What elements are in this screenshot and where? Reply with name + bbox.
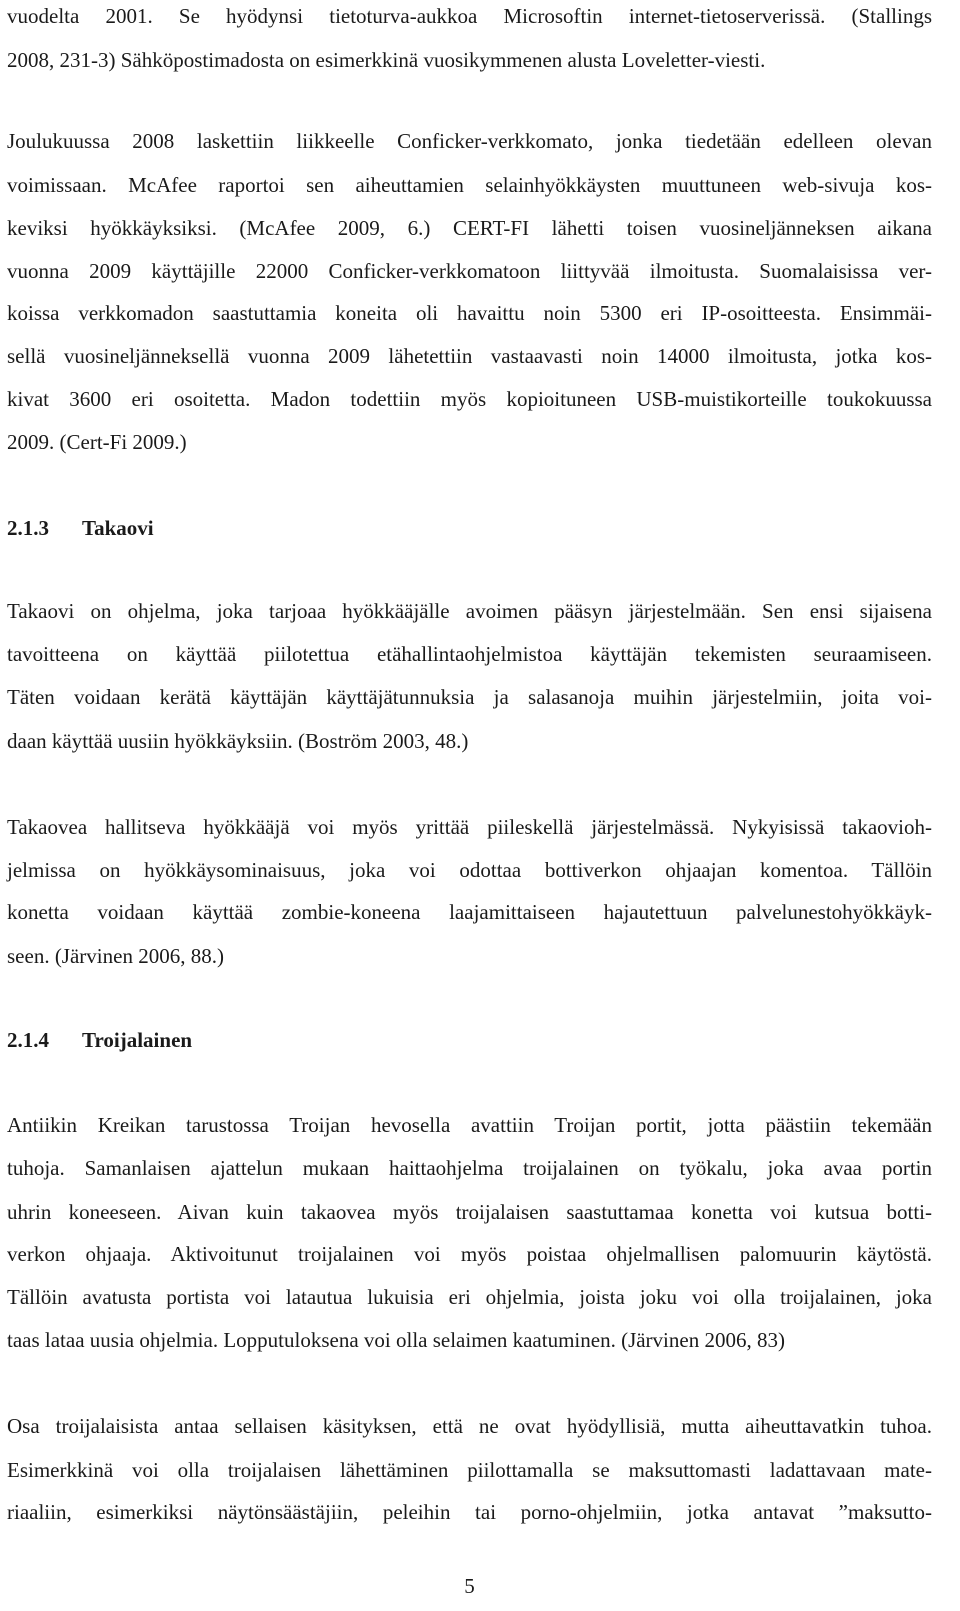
paragraph-line: tavoitteena on käyttää piilotettua etähallintaohjelmistoa käyttäjän tekemisten seuraamiseen.	[7, 642, 932, 666]
paragraph-line: Osa troijalaisista antaa sellaisen käsityksen, että ne ovat hyödyllisiä, mutta aiheuttavatkin tuhoa.	[7, 1414, 932, 1438]
section-heading	[7, 1027, 192, 1053]
paragraph-line: tuhoja. Samanlaisen ajattelun mukaan haittaohjelma troijalainen on työkalu, joka avaa portin	[7, 1156, 932, 1180]
paragraph-line: sellä vuosineljänneksellä vuonna 2009 lähetettiin vastaavasti noin 14000 ilmoitusta, jotka kos-	[7, 344, 932, 368]
paragraph-line: Tällöin avatusta portista voi latautua lukuisia eri ohjelmia, joista joku voi olla troijalainen, joka	[7, 1285, 932, 1309]
paragraph-line: riaaliin, esimerkiksi näytönsäästäjiin, peleihin tai porno-ohjelmiin, jotka antavat ”maksutto-	[7, 1500, 932, 1524]
paragraph-line: Täten voidaan kerätä käyttäjän käyttäjätunnuksia ja salasanoja muihin järjestelmiin, joita voi-	[7, 685, 932, 709]
paragraph-line: jelmissa on hyökkäysominaisuus, joka voi odottaa bottiverkon ohjaajan komentoa. Tällöin	[7, 858, 932, 882]
paragraph-line: voimissaan. McAfee raportoi sen aiheuttamien selainhyökkäysten muuttuneen web-sivuja kos-	[7, 173, 932, 197]
paragraph-line: Antiikin Kreikan tarustossa Troijan hevosella avattiin Troijan portit, jotta päästiin tekemään	[7, 1113, 932, 1137]
section-heading	[7, 515, 154, 541]
section-title: Troijalainen	[82, 1028, 193, 1052]
paragraph-line: kivat 3600 eri osoitetta. Madon todettiin myös kopioituneen USB-muistikorteille toukokuussa	[7, 387, 932, 411]
paragraph-line: daan käyttää uusiin hyökkäyksiin. (Boström 2003, 48.)	[7, 729, 469, 753]
paragraph-line: taas lataa uusia ohjelmia. Lopputuloksena voi olla selaimen kaatuminen. (Järvinen 2006, 83)	[7, 1328, 785, 1352]
paragraph-line: uhrin koneeseen. Aivan kuin takaovea myös troijalaisen saastuttamaa konetta voi kutsua botti-	[7, 1200, 932, 1224]
section-number: 2.1.3	[7, 516, 49, 540]
paragraph-line: koissa verkkomadon saastuttamia koneita oli havaittu noin 5300 eri IP-osoitteesta. Ensimmäi-	[7, 301, 932, 325]
paragraph-line: seen. (Järvinen 2006, 88.)	[7, 944, 224, 968]
paragraph-line: 2009. (Cert-Fi 2009.)	[7, 430, 187, 454]
paragraph-line: 2008, 231-3) Sähköpostimadosta on esimerkkinä vuosikymmenen alusta Loveletter-viesti.	[7, 48, 766, 72]
paragraph-line: verkon ohjaaja. Aktivoitunut troijalainen voi myös poistaa ohjelmallisen palomuurin käytöstä.	[7, 1242, 932, 1266]
paragraph-line: konetta voidaan käyttää zombie-koneena laajamittaiseen hajautettuun palvelunestohyökkäyk-	[7, 900, 932, 924]
section-number: 2.1.4	[7, 1028, 49, 1052]
paragraph-line: Takaovea hallitseva hyökkääjä voi myös yrittää piileskellä järjestelmässä. Nykyisissä takaovioh-	[7, 815, 932, 839]
section-title: Takaovi	[82, 516, 154, 540]
paragraph-line: keviksi hyökkäyksiksi. (McAfee 2009, 6.) CERT-FI lähetti toisen vuosineljänneksen aikana	[7, 216, 932, 240]
paragraph-line: Takaovi on ohjelma, joka tarjoaa hyökkääjälle avoimen pääsyn järjestelmään. Sen ensi sijaisena	[7, 599, 932, 623]
paragraph-line: vuodelta 2001. Se hyödynsi tietoturva-aukkoa Microsoftin internet-tietoserverissä. (Stallings	[7, 4, 932, 28]
paragraph-line: Esimerkkinä voi olla troijalaisen lähettäminen piilottamalla se maksuttomasti ladattavaan mate-	[7, 1458, 932, 1482]
paragraph-line: vuonna 2009 käyttäjille 22000 Conficker-verkkomatoon liittyvää ilmoitusta. Suomalaisissa ver-	[7, 259, 932, 283]
paragraph-line: Joulukuussa 2008 laskettiin liikkeelle Conficker-verkkomato, jonka tiedetään edelleen olevan	[7, 129, 932, 153]
page-number: 5	[464, 1574, 475, 1598]
